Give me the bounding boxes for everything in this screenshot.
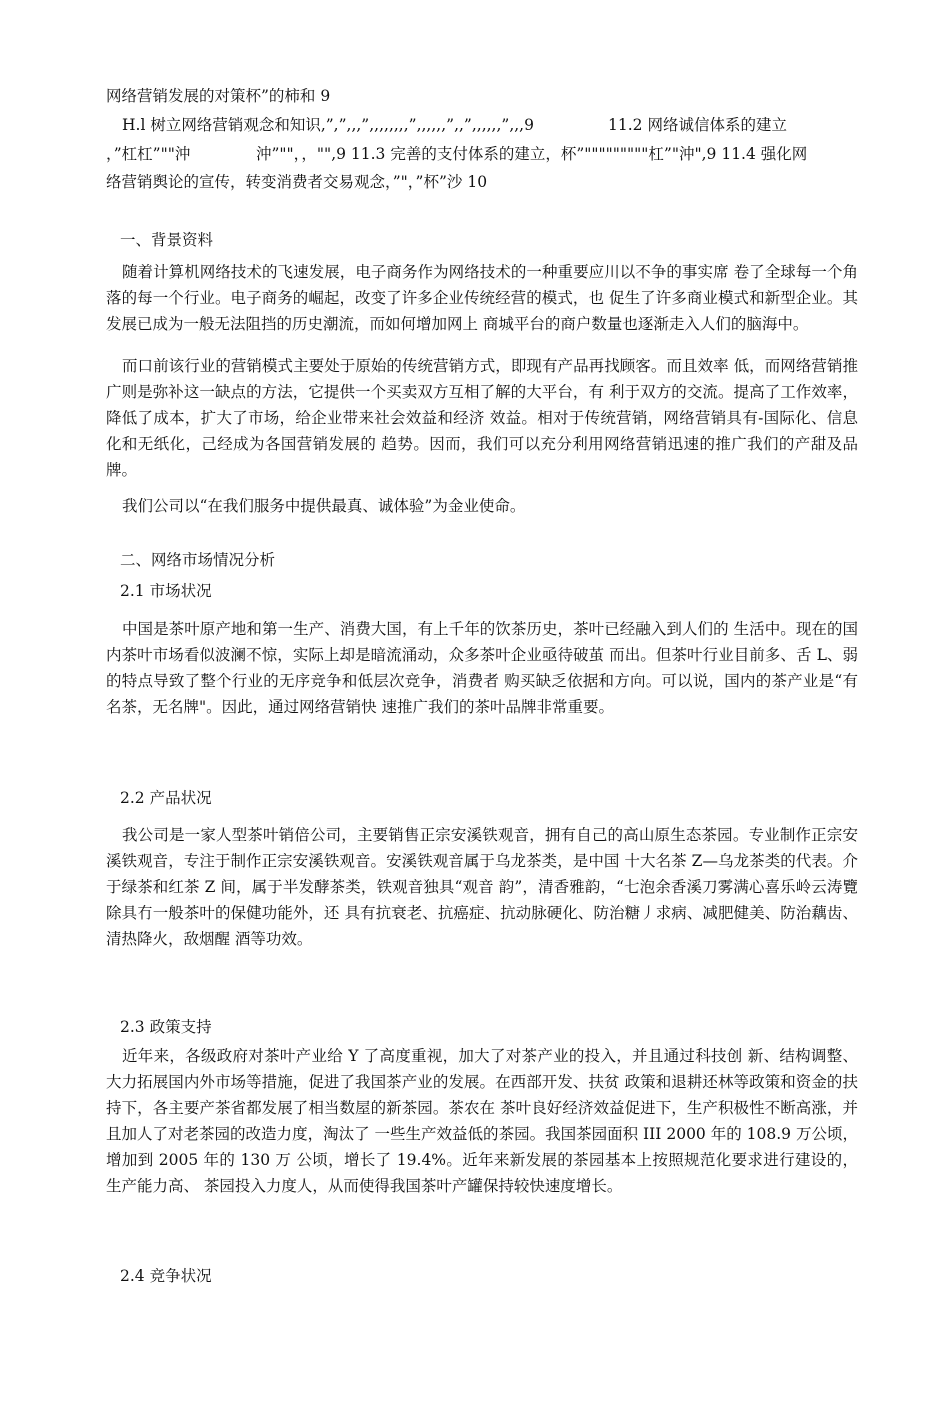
paragraph-background-1: 随着计算机网络技术的飞速发展，电子商务作为网络技术的一种重要应川以不争的事实席 卷了全球每一个角落的每一个行业。电子商务的崛起，改变了许多企业传统经营的模式，也 促生了许多商业模式和新型企业。其发展已成为一般无法阻挡的历史潮流，而如何增加网上 商城平台的商户数量也逐渐走入人们的脑海中。 [106, 263, 858, 333]
toc-entry-11-1: H.l 树立网络营销观念和知识,”,”,,,”,,,,,,,,”,,,,,,”,,”,,,,,,”,,,9 [122, 116, 534, 134]
section-heading-market-analysis: 二、网络市场情况分析 [120, 551, 276, 569]
toc-entry-11-3-11-4: 沖”""，，"",9 11.3 完善的支付体系的建立，杯”"""""""""杠”"沖",9 11.4 强化网 [256, 145, 808, 163]
toc-leader-fragment: ，”杠杠”""沖 [106, 145, 191, 163]
toc-entry-11-2: 11.2 网络诚信体系的建立 [608, 116, 787, 134]
subsection-heading-market-status: 2.1 市场状况 [120, 582, 212, 600]
paragraph-background-2: 而口前该行业的营销模式主要处于原始的传统营销方式，即现有产品再找顾客。而且效率 低，而网络营销推广则是弥补这一缺点的方法，它提供一个买卖双方互相了解的大平台，有 利于双方的交流。提高了工作效率，降低了成本，扩大了市场，给企业带来社会效益和经济 效益。相对于传统营销，网络营销具有-国际化、信息化和无纸化，己经成为各国营销发展的 趋势。因而，我们可以充分利用网络营销迅速的推广我们的产甜及品牌。 [106, 357, 858, 479]
paragraph-market-status: 中国是茶叶原产地和第一生产、消费大国，有上千年的饮茶历史，茶叶已经融入到人们的 生活中。现在的国内茶叶市场看似波澜不惊，实际上却是暗流涌动，众多茶叶企业亟待破茧 而出。但茶叶行业目前多、舌 L、弱的特点导致了整个行业的无序竞争和低层次竞争，消费者 购买缺乏依据和方向。可以说，国内的茶产业是“有名茶，无名牌"。因此，通过网络营销快 速推广我们的茶叶品牌非常重要。 [106, 620, 858, 716]
subsection-heading-policy-support: 2.3 政策支持 [120, 1018, 212, 1036]
subsection-heading-product-status: 2.2 产品状况 [120, 789, 212, 807]
paragraph-background-3: 我们公司以“在我们服务中提供最真、诚体验”为金业使命。 [122, 497, 526, 515]
subsection-heading-competition: 2.4 竞争状况 [120, 1267, 212, 1285]
paragraph-policy-support: 近年来，各级政府对茶叶产业给 Y 了高度重视，加大了对茶产业的投入，并且通过科技创 新、结构调整、大力拓展国内外市场等措施，促进了我国茶产业的发展。在西部开发、扶贫 政策和退耕还林等政策和资金的扶持下，各主要产茶省都发展了相当数屋的新茶园。茶农在 茶叶良好经济效益促进下，生产积极性不断高涨，并且加人了对老茶园的改造力度，淘汰了 一些生产效益低的茶园。我国茶园面积 III 2000 年的 108.9 万公顷，增加到 2005 年的 130 万 公顷，增长了 19.4%。近年来新发展的茶园基本上按照规范化要求进行建设的，生产能力高、 茶园投入力度人，从而使得我国茶叶产罐保持较快速度增长。 [106, 1047, 858, 1195]
toc-entry-11-4-cont: 络营销舆论的宣传，转变消费者交易观念，”"，”杯”沙 10 [106, 173, 488, 191]
section-heading-background: 一、背景资料 [120, 231, 214, 249]
paragraph-product-status: 我公司是一家人型茶叶销倍公司，主要销售正宗安溪铁观音，拥有自己的高山原生态茶园。专业制作正宗安溪铁观音，专注于制作正宗安溪铁观音。安溪铁观音属于乌龙茶类，是中国 十大名茶 Z—乌龙茶类的代表。介于绿茶和红茶 Z 间，属于半发酵茶类，铁观音独具“观音 韵”，清香雅韵，“七泡余香溪刀雾满心喜乐岭云涛覽除具冇一般茶叶的保健功能外，还 具有抗衰老、抗癌症、抗动脉硬化、防治糖丿求病、减肥健美、防治藕齿、清热降火，敌烟醒 酒等功效。 [106, 826, 858, 948]
toc-title: 网络营销发展的对策杯”的柿和 9 [106, 87, 331, 105]
